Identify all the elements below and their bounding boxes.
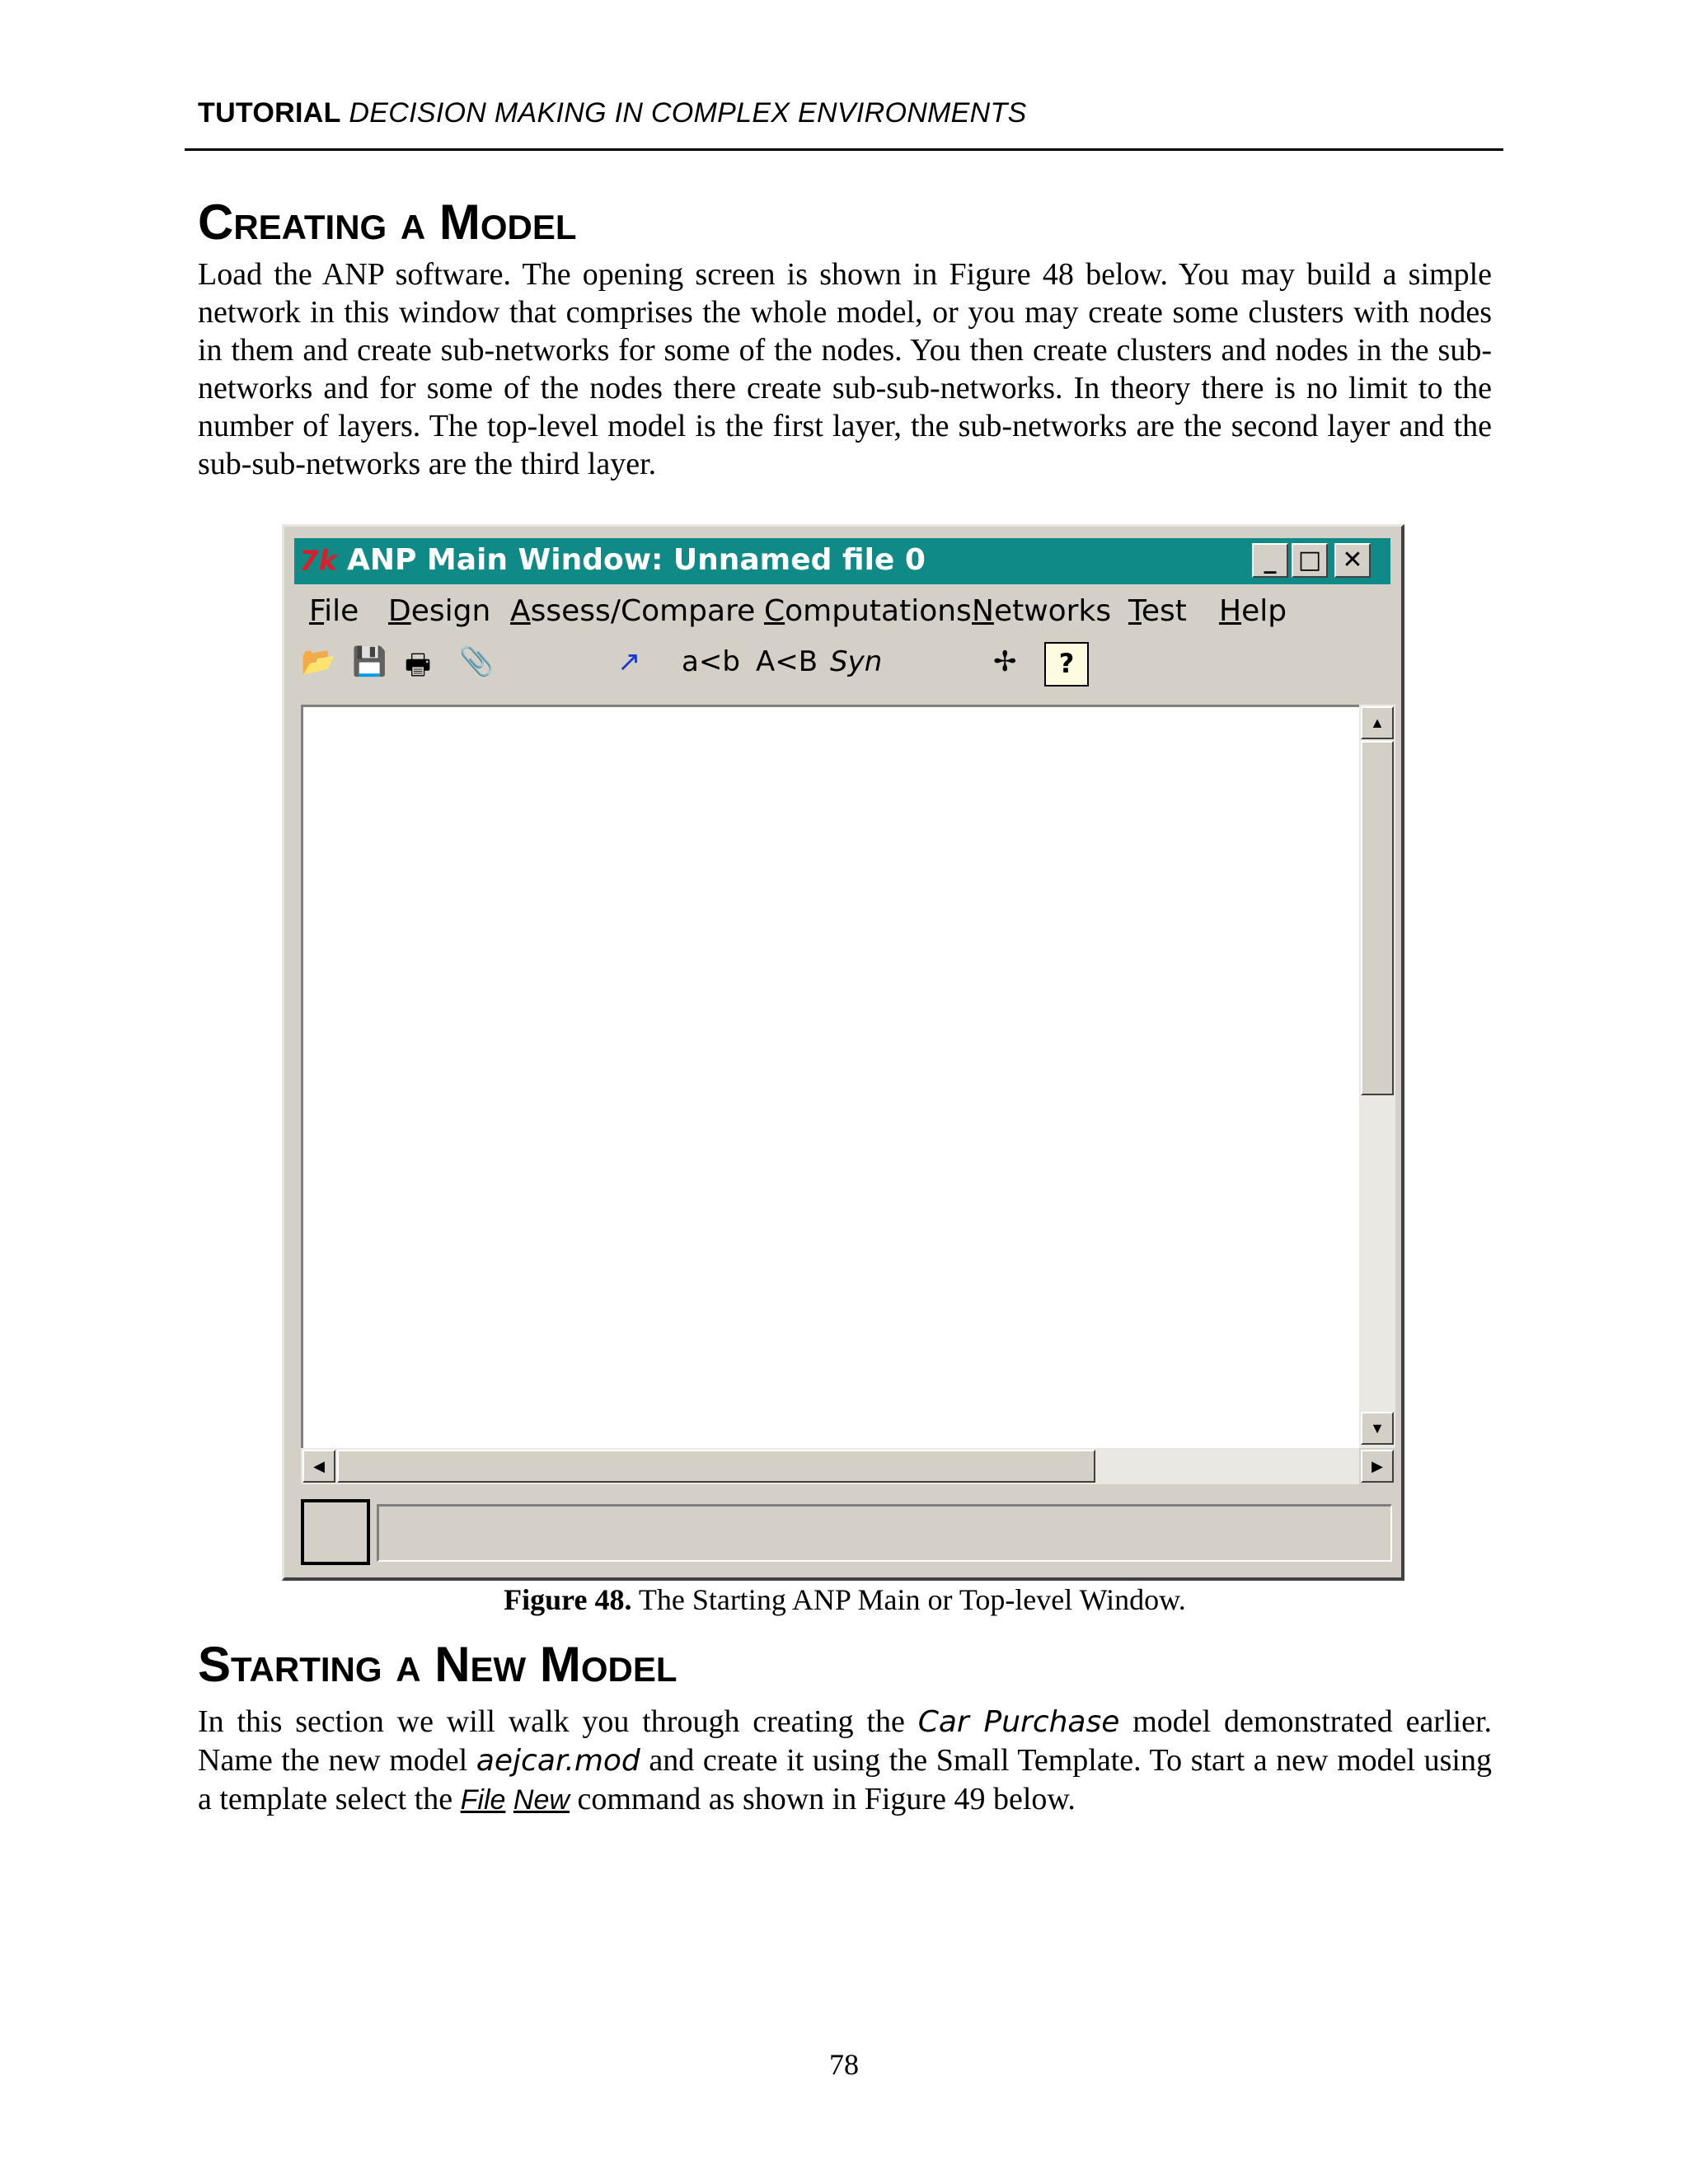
context-help-icon[interactable]: ? [1044, 642, 1089, 687]
command-new: New [513, 1784, 570, 1816]
window-title: ANP Main Window: Unnamed file 0 [347, 543, 926, 577]
running-header-title: DECISION MAKING IN COMPLEX ENVIRONMENTS [349, 97, 1027, 129]
vertical-scroll-thumb[interactable] [1361, 741, 1394, 1095]
file-name: aejcar.mod [476, 1744, 640, 1778]
horizontal-scrollbar[interactable] [301, 1448, 1359, 1484]
command-file: File [460, 1784, 506, 1816]
menu-computations[interactable]: Computations [764, 594, 972, 628]
vertical-scrollbar[interactable] [1359, 705, 1395, 1448]
close-button[interactable]: ✕ [1334, 543, 1371, 578]
section2-text-4: command as shown in Figure 49 below. [569, 1782, 1076, 1816]
status-indicator-box [301, 1499, 370, 1565]
save-icon[interactable]: 💾 [352, 645, 387, 678]
section2-text-2: model demonstrated earlier. Name the new model [198, 1704, 1492, 1778]
running-header [198, 97, 1492, 129]
menu-assess-compare[interactable]: Assess/Compare [510, 594, 756, 628]
header-rule [185, 148, 1503, 151]
section-heading-creating-model: Creating a Model [198, 194, 577, 250]
section2-paragraph [198, 1703, 1492, 1819]
move-crosshair-icon[interactable]: ✢ [993, 645, 1017, 678]
paperclip-icon[interactable]: 📎 [459, 645, 495, 678]
maximize-button[interactable]: □ [1292, 543, 1328, 578]
figure-caption [198, 1582, 1492, 1617]
section2-text-1: In this section we will walk you through creating the [198, 1704, 918, 1739]
node-compare-button[interactable]: a<b [682, 645, 740, 678]
scroll-right-arrow-icon[interactable]: ▶ [1361, 1450, 1394, 1483]
horizontal-scroll-thumb[interactable] [337, 1450, 1095, 1483]
synthesize-button[interactable]: Syn [830, 645, 883, 678]
figure-label: Figure 48. [504, 1583, 632, 1616]
model-name: Car Purchase [917, 1705, 1120, 1739]
connect-nodes-icon[interactable]: ↗ [617, 645, 641, 678]
scroll-down-arrow-icon[interactable]: ▼ [1361, 1412, 1394, 1445]
menu-test[interactable]: Test [1128, 594, 1187, 628]
tk-app-icon: 7k [299, 545, 338, 578]
network-canvas[interactable] [301, 705, 1359, 1448]
section-heading-starting-new-model: Starting a New Model [198, 1637, 678, 1692]
toolbar [294, 642, 1390, 691]
running-header-bold: TUTORIAL [198, 97, 341, 129]
menu-help[interactable]: Help [1219, 594, 1287, 628]
minimize-button[interactable]: _ [1252, 543, 1288, 578]
window-titlebar [294, 538, 1390, 584]
print-icon[interactable]: 🖶 [405, 649, 432, 682]
scroll-left-arrow-icon[interactable]: ◀ [302, 1450, 335, 1483]
section2-text-3: and create it using the Small Template. To start a new model using a template select the [198, 1743, 1492, 1816]
page-number: 78 [829, 2048, 859, 2081]
anp-main-window [282, 524, 1404, 1581]
status-bar [294, 1493, 1395, 1567]
menu-file[interactable]: File [309, 594, 359, 628]
status-message-field [377, 1504, 1392, 1562]
menu-design[interactable]: Design [388, 594, 491, 628]
cluster-compare-button[interactable]: A<B [756, 645, 818, 678]
menubar [294, 591, 1390, 634]
figure-caption-text: The Starting ANP Main or Top-level Window. [631, 1583, 1186, 1616]
open-folder-icon[interactable]: 📂 [301, 645, 336, 678]
scroll-up-arrow-icon[interactable]: ▲ [1361, 706, 1394, 739]
menu-networks[interactable]: Networks [972, 594, 1112, 628]
section1-paragraph: Load the ANP software. The opening screen is shown in Figure 48 below. You may build a simple network in this window that comprises the whole model, or you may create some clusters with nodes in them and create sub-networks for some of the nodes. You then create clusters and nodes in the sub-networks and for some of the nodes there create sub-sub-networks. In theory there is no limit to the number of layers. The top-level model is the first layer, the sub-networks are the second layer and the sub-sub-networks are the third layer. [198, 257, 1492, 481]
